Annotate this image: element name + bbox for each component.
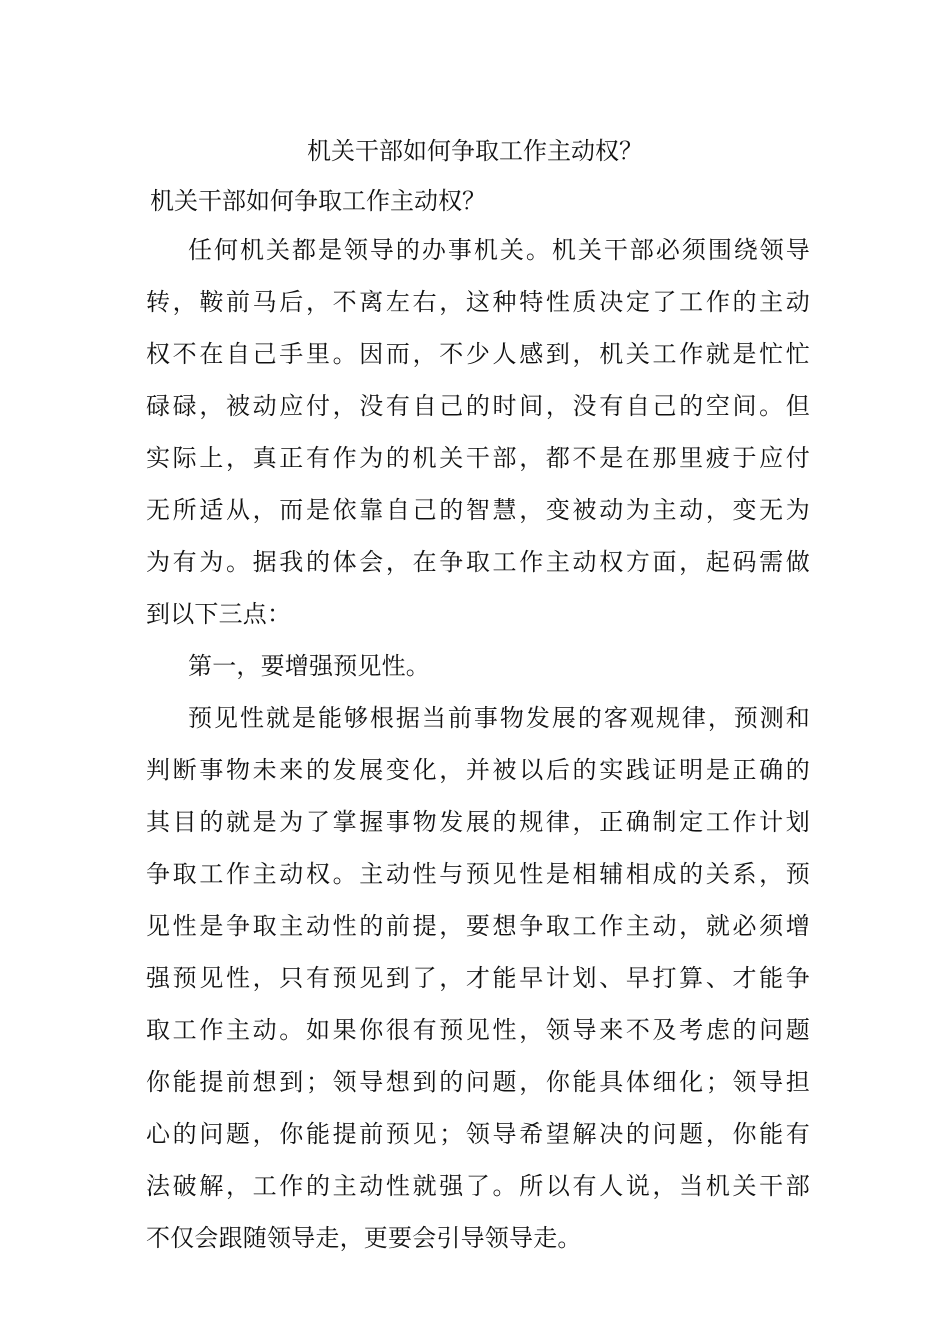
- paragraph-line: 权不在自己手里。因而，不少人感到，机关工作就是忙忙: [146, 340, 810, 368]
- paragraph-line: 取工作主动。如果你很有预见性，领导来不及考虑的问题: [146, 1016, 810, 1044]
- paragraph-line: 为有为。据我的体会，在争取工作主动权方面，起码需做: [146, 548, 810, 576]
- paragraph-line: 心的问题，你能提前预见；领导希望解决的问题，你能有: [146, 1120, 810, 1148]
- paragraph-line: 判断事物未来的发展变化，并被以后的实践证明是正确的: [146, 756, 810, 784]
- paragraph-line: 法破解，工作的主动性就强了。所以有人说，当机关干部: [146, 1172, 810, 1200]
- paragraph-line: 争取工作主动权。主动性与预见性是相辅相成的关系，预: [146, 860, 810, 888]
- paragraph-line: 无所适从，而是依靠自己的智慧，变被动为主动，变无为: [146, 496, 810, 524]
- section-heading: 第一，要增强预见性。: [188, 652, 430, 680]
- paragraph-line: 转，鞍前马后，不离左右，这种特性质决定了工作的主动: [146, 288, 810, 316]
- paragraph-line: 你能提前想到；领导想到的问题，你能具体细化；领导担: [146, 1068, 810, 1096]
- paragraph-line: 强预见性，只有预见到了，才能早计划、早打算、才能争: [146, 964, 810, 992]
- document-body: [146, 232, 810, 1272]
- paragraph-line: 见性是争取主动性的前提，要想争取工作主动，就必须增: [146, 912, 810, 940]
- paragraph-line: 实际上，真正有作为的机关干部，都不是在那里疲于应付: [146, 444, 810, 472]
- document-subtitle: 机关干部如何争取工作主动权？: [150, 187, 486, 215]
- paragraph-line: 预见性就是能够根据当前事物发展的客观规律，预测和: [188, 704, 810, 732]
- document-title: 机关干部如何争取工作主动权？: [307, 137, 643, 165]
- paragraph-line: 不仅会跟随领导走，更要会引导领导走。: [146, 1224, 582, 1252]
- paragraph-line: 其目的就是为了掌握事物发展的规律，正确制定工作计划: [146, 808, 810, 836]
- paragraph-line: 任何机关都是领导的办事机关。机关干部必须围绕领导: [188, 236, 810, 264]
- paragraph-line: 到以下三点：: [146, 600, 292, 628]
- paragraph-line: 碌碌，被动应付，没有自己的时间，没有自己的空间。但: [146, 392, 810, 420]
